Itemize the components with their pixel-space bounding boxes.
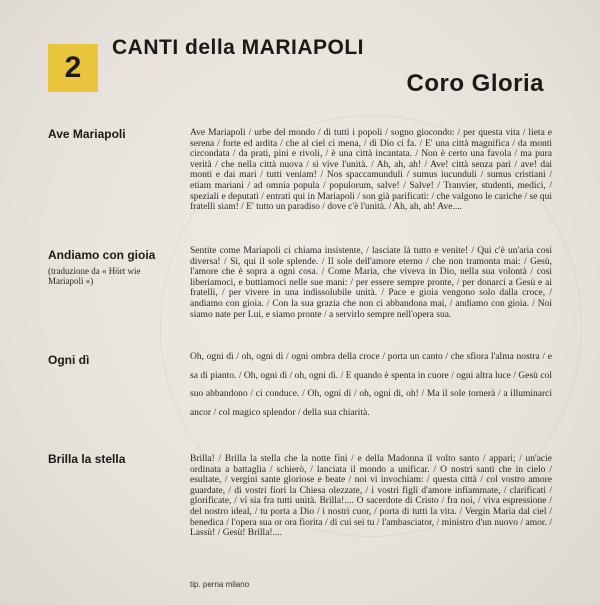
song-note-translation: (traduzione da « Hört wie Mariapoli »)	[48, 266, 141, 286]
choir-name: Coro Gloria	[406, 70, 544, 97]
lyrics-brilla-la-stella: Brilla! / Brilla la stella che la notte fini / e della Madonna il volto santo / appari; / un'acie ordinata a battaglia / schierò, / lanciata il mondo a unificar. / O nostri santi che in cielo / esultate, / vergini sante gloriose e beate / noi vi invochiam: / questa città / col vostro amore guardate, / di vostri fiori la Chiesa olezzate, / i vostri figli d'amore infiammate, / clarificati / glorificate, / vi sia fra tutti unità. Brilla!.... O sacerdote di Cristo / fra noi, / viva espressione / del nostro ideal, / tu porta a Dio / i nostri cuor, / porta di tutti la vita. / Vergin Maria dal ciel / benedica / l'opera sua or ora fiorita / di cui sei tu / l'ambasciator, / ministro d'un nuovo / amor. / Lassù! / Gesù! Brilla!....	[190, 454, 552, 539]
lyrics-ave-mariapoli: Ave Mariapoli / urbe del mondo / di tutti i popoli / sogno giocondo: / per questa vita / lieta e serena / forte ed ardita / che al ciel ci mena, / di Dio ci fa. / E' una città magnifica / da monti circondata / da prati, pini e rivoli, / è una città incantata. / Non è certo una favola / ma pura verità / che nella città nuova / si vive l'unità. / Ah, ah, ah! / Ave! città senza pari / ave! dai monti e dai mari / tutti veniam! / Nos spaccamunduli / sumus iucunduli / sumus cristiani / etiam mariani / ad omnia popula / populorum, salve! / Salve! / Tranvier, studenti, medici, / speziali e deputati / entrati qui in Mariapoli / son già parificati: / che valgono le cariche / se qui fratelli siam! / E' tutto un paradiso / dove c'è l'unità. / Ah, ah, ah! Ave....	[190, 128, 552, 213]
song-title-brilla-la-stella: Brilla la stella	[48, 452, 126, 466]
lyrics-ogni-di: Oh, ogni dì / oh, ogni dì / ogni ombra della croce / porta un canto / che sfiora l'alma nostra / e sa di pianto. / Oh, ogni dì / oh, ogni dì. / E quando è spenta in cuore / ogni altra luce / Gesù col suo abbandono / ci conduce. / Oh, ogni dì / oh, ogni dì, oh! / Ma il sole tornerà / a illuminarci ancor / col magico splendor / della sua chiarità.	[190, 352, 552, 418]
volume-number-badge: 2	[48, 44, 98, 92]
song-title-andiamo-con-gioia: Andiamo con gioia	[48, 248, 156, 262]
printer-credit: tip. perna milano	[190, 580, 250, 589]
lyrics-andiamo-con-gioia: Sentite come Mariapoli ci chiama insistente, / lasciate là tutto e venite! / Qui c'è un'aria così diversa! / Sì, qui il sole splende. / Il sole dell'amore eterno / che non tramonta mai: / Gesù, l'amore che è sopra a ogni cosa. / Come Maria, che viveva in Dio, nella sua volontà / così liberiamoci, e buttiamoci nelle sue mani: / per essere sempre pronte, / per donarci a Gesù e ai fratelli, / per vivere in una indissolubile unità. / Pace e gioia vengono solo dalla croce, / andiamo con gioia. / Con la sua grazia che non ci abbandona mai, / andiamo con gioia. / Noi siamo nate per Lui, e siamo pronte / a servirlo sempre nell'opera sua.	[190, 246, 552, 320]
song-title-ogni-di: Ogni dì	[48, 353, 90, 367]
song-title-ave-mariapoli: Ave Mariapoli	[48, 127, 126, 141]
album-title: CANTI della MARIAPOLI	[112, 36, 365, 59]
